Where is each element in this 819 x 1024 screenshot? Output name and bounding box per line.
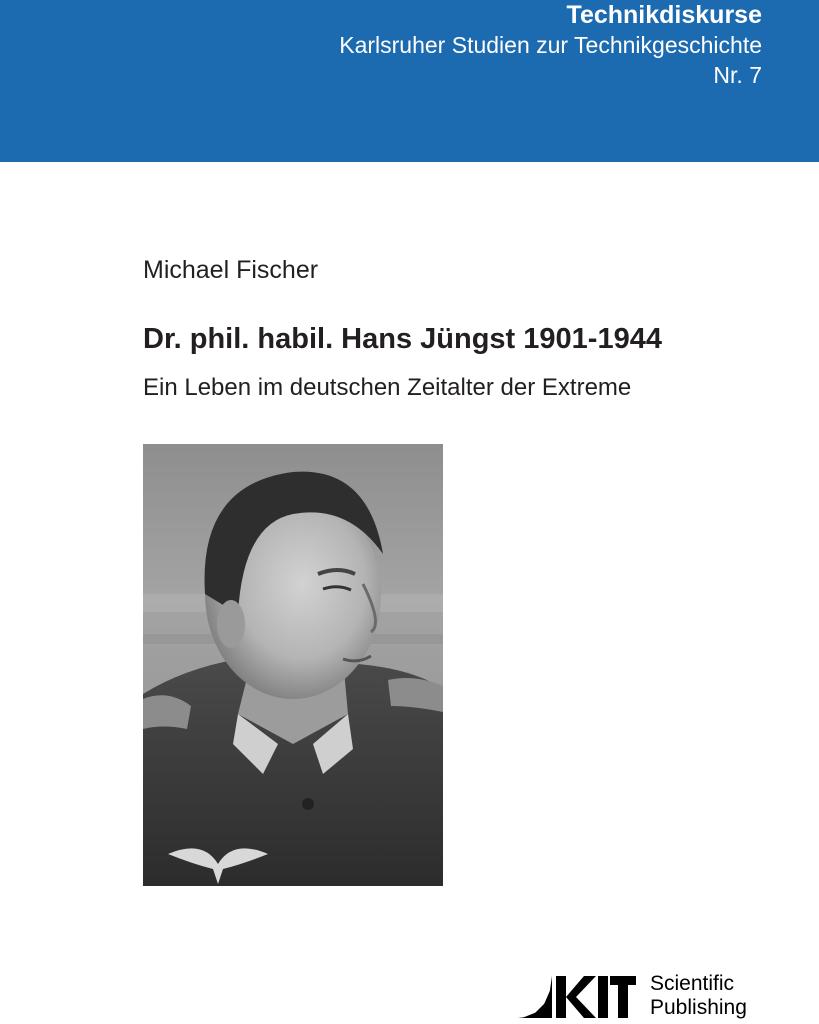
- kit-logo: [518, 976, 636, 1018]
- publisher-name: [650, 972, 747, 1020]
- series-name: Technikdiskurse: [566, 1, 762, 29]
- publisher-block: [518, 972, 768, 1024]
- book-title: Dr. phil. habil. Hans Jüngst 1901-1944: [143, 323, 662, 355]
- series-subtitle: Karlsruher Studien zur Technikgeschichte: [339, 32, 762, 58]
- publisher-line-1: Scientific: [650, 972, 735, 995]
- book-subtitle: Ein Leben im deutschen Zeitalter der Extreme: [143, 374, 632, 401]
- series-info: [339, 0, 762, 90]
- portrait-photo-image: [143, 444, 443, 886]
- author-name: Michael Fischer: [143, 256, 319, 284]
- series-header-band: [0, 0, 819, 162]
- publisher-line-2: Publishing: [650, 996, 747, 1019]
- portrait-photo: [143, 444, 443, 886]
- series-number: Nr. 7: [713, 62, 762, 88]
